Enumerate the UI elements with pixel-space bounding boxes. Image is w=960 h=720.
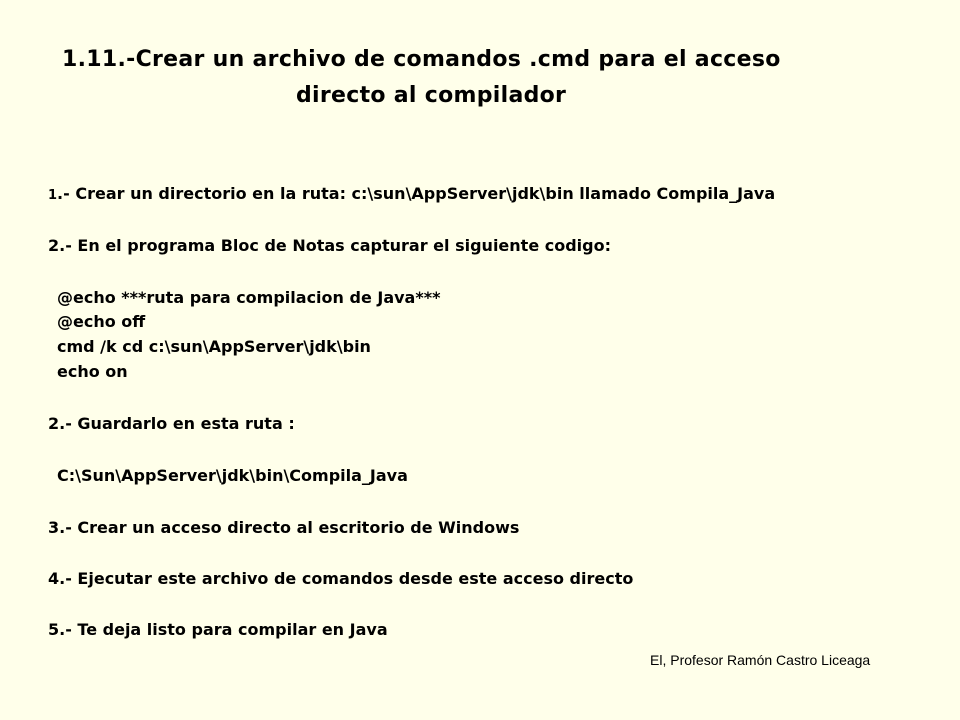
code-line-2: @echo off [57, 312, 146, 331]
step-2: 2.- En el programa Bloc de Notas capturar el siguiente codigo: [48, 236, 611, 255]
step-2b: 2.- Guardarlo en esta ruta : [48, 414, 295, 433]
slide-title-line-2: directo al compilador [296, 83, 567, 108]
save-path: C:\Sun\AppServer\jdk\bin\Compila_Java [57, 466, 408, 485]
code-line-1: @echo ***ruta para compilacion de Java*** [57, 288, 441, 307]
step-4: 4.- Ejecutar este archivo de comandos desde este acceso directo [48, 569, 634, 588]
author-footer: El, Profesor Ramón Castro Liceaga [650, 652, 871, 668]
step-1 [48, 184, 775, 203]
step-1-number: 1 [48, 188, 58, 203]
slide-title-line-1: 1.11.-Crear un archivo de comandos .cmd para el acceso [62, 47, 781, 72]
step-1-text: .- Crear un directorio en la ruta: c:\sun\AppServer\jdk\bin llamado Compila_Java [57, 184, 776, 203]
step-3: 3.- Crear un acceso directo al escritorio de Windows [48, 518, 520, 537]
code-line-3: cmd /k cd c:\sun\AppServer\jdk\bin [57, 337, 371, 356]
step-5: 5.- Te deja listo para compilar en Java [48, 620, 388, 639]
code-line-4: echo on [57, 362, 128, 381]
